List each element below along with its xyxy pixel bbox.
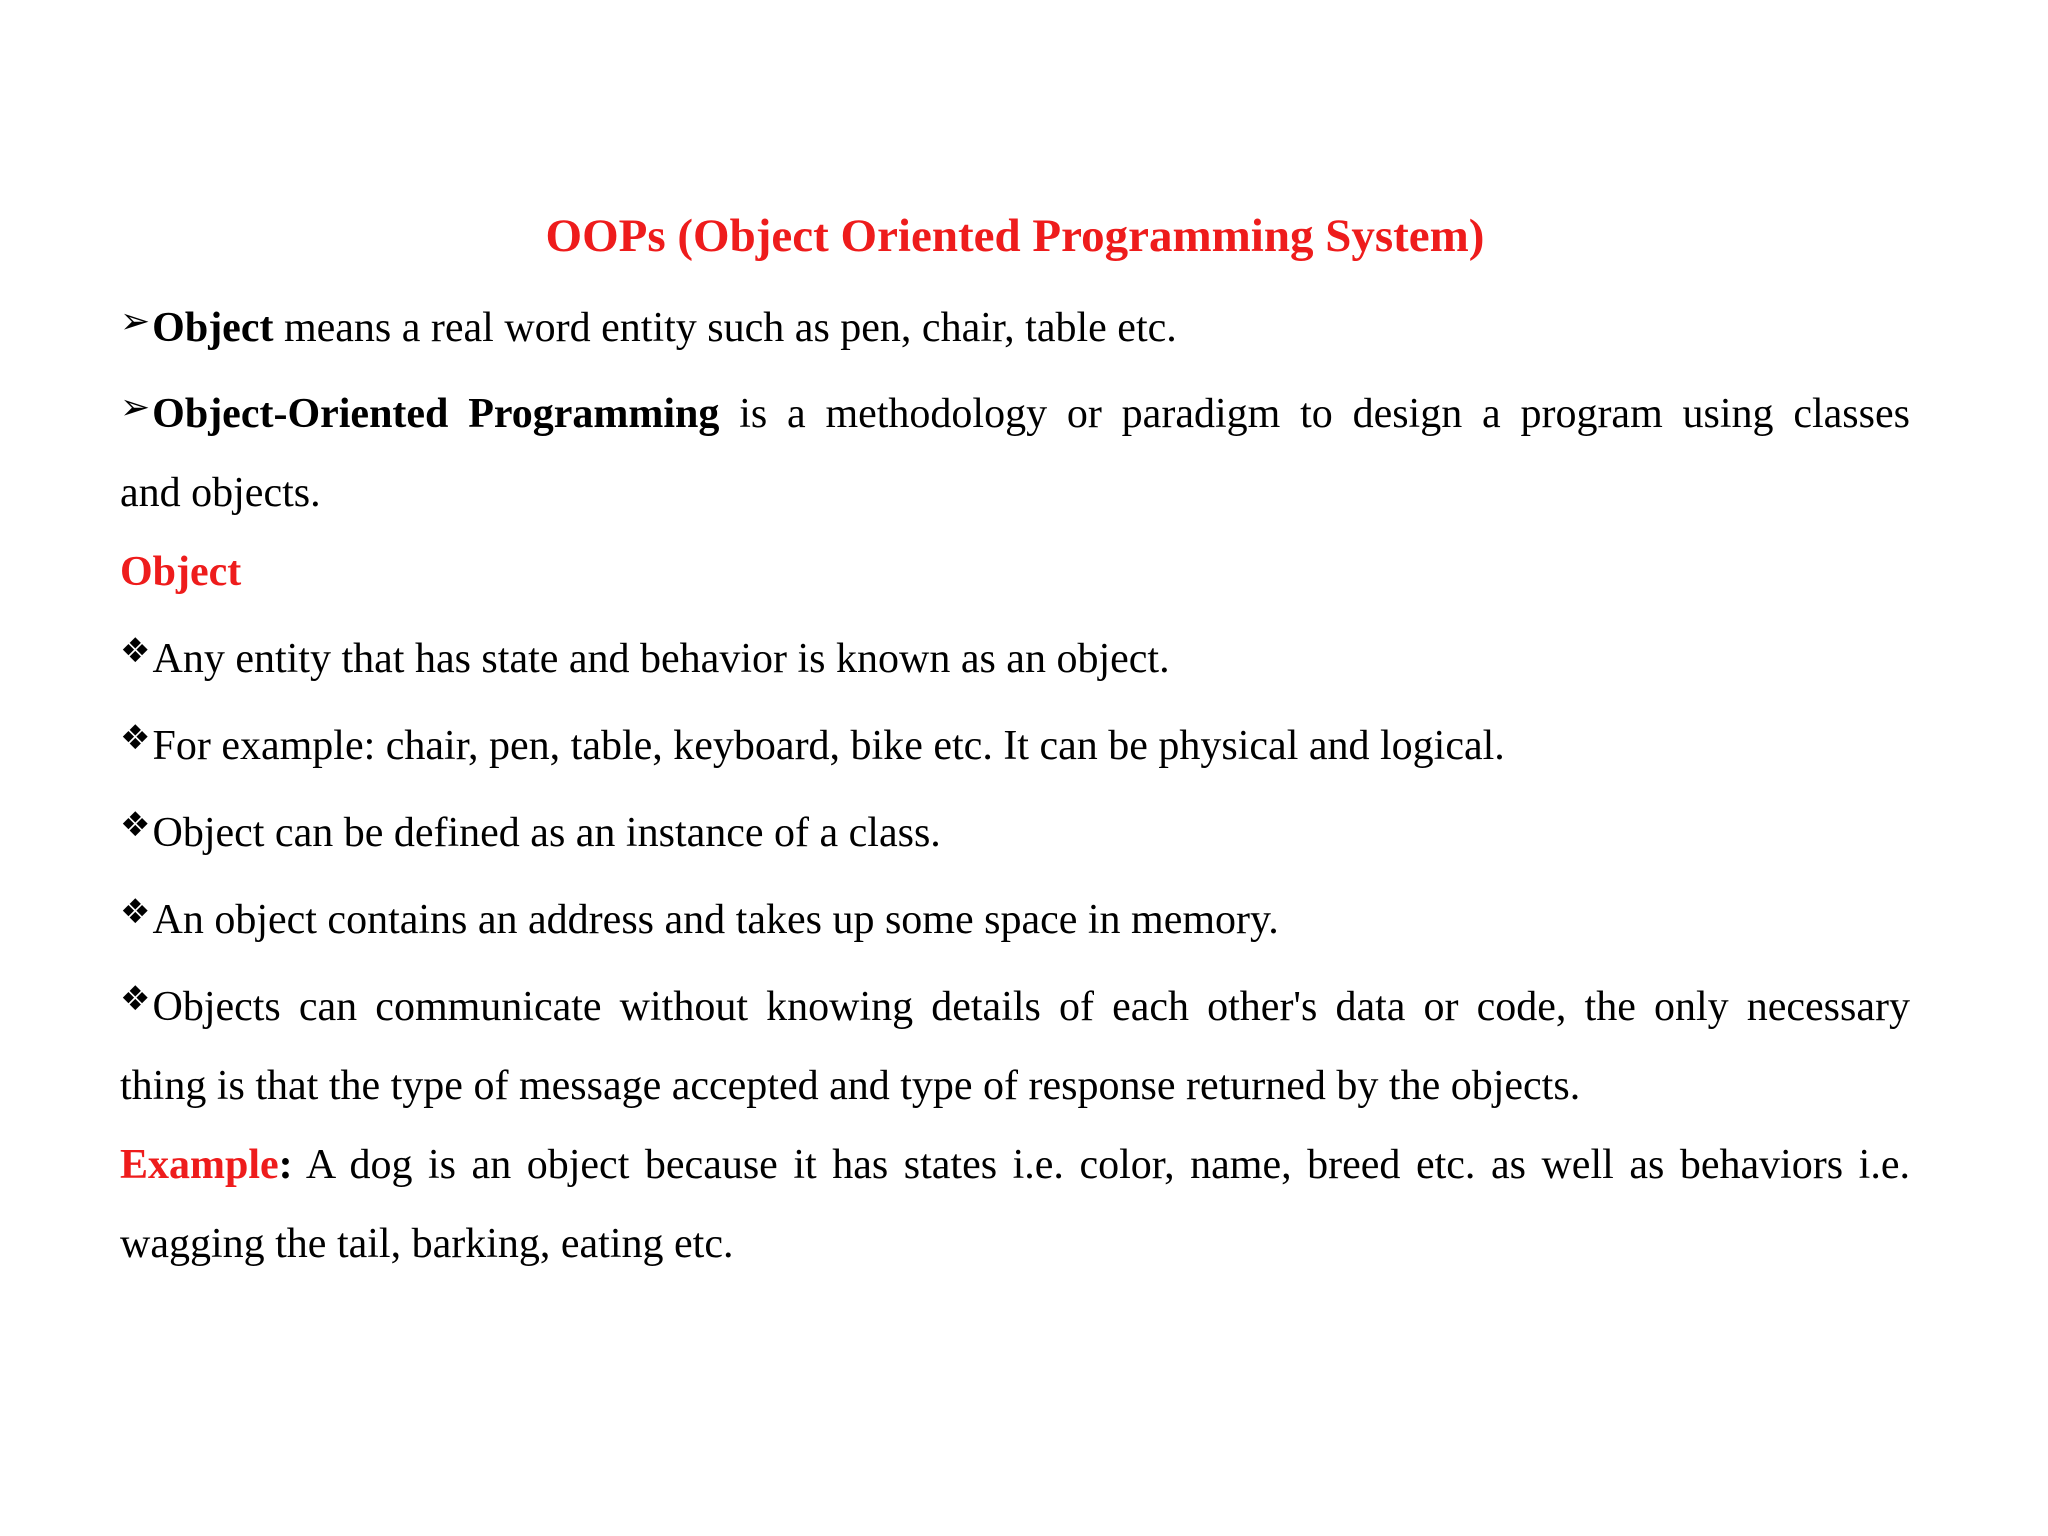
- list-item: [120, 612, 1910, 699]
- intro-item-object: [120, 282, 1910, 368]
- list-item-text: Any entity that has state and behavior is known as an object.: [152, 636, 1170, 682]
- diamond-bullet-icon: ❖: [120, 892, 151, 932]
- list-item-text: For example: chair, pen, table, keyboard, bike etc. It can be physical and logical.: [152, 723, 1505, 769]
- diamond-bullet-icon: ❖: [120, 718, 151, 758]
- diamond-bullet-icon: ❖: [120, 979, 151, 1019]
- arrowhead-bullet-icon: ➢: [120, 301, 151, 341]
- example-label: Example: [120, 1142, 279, 1188]
- intro-text: is a methodology or paradigm to design a program using classes: [719, 391, 1910, 437]
- example-text: A dog is an object because it has states i.e. color, name, breed etc. as well as behaviors i.e.: [292, 1142, 1910, 1188]
- list-item-text: Object can be defined as an instance of a class.: [152, 810, 941, 856]
- list-item-long-line2: thing is that the type of message accepted and type of response returned by the objects.: [120, 1063, 1581, 1109]
- example-line1: [120, 1126, 1910, 1205]
- list-item: [120, 699, 1910, 786]
- document-page: [120, 205, 1910, 1284]
- object-heading: Object: [120, 549, 242, 595]
- intro-term: Object: [152, 305, 274, 351]
- list-item-long-line1: [120, 960, 1910, 1047]
- intro-item-oop-line1: [120, 368, 1910, 454]
- intro-term: Object-Oriented Programming: [152, 391, 720, 437]
- example-line2: wagging the tail, barking, eating etc.: [120, 1221, 734, 1267]
- list-item: [120, 873, 1910, 960]
- diamond-bullet-icon: ❖: [120, 631, 151, 671]
- intro-item-oop-line2: and objects.: [120, 470, 321, 516]
- list-item: [120, 786, 1910, 873]
- list-item-text: An object contains an address and takes up some space in memory.: [152, 897, 1279, 943]
- page-title: OOPs (Object Oriented Programming System): [545, 210, 1485, 262]
- intro-text: means a real word entity such as pen, chair, table etc.: [273, 305, 1177, 351]
- arrowhead-bullet-icon: ➢: [120, 387, 151, 427]
- list-item-text: Objects can communicate without knowing details of each other's data or code, the only necessary: [152, 984, 1910, 1030]
- example-colon: :: [278, 1142, 293, 1188]
- diamond-bullet-icon: ❖: [120, 805, 151, 845]
